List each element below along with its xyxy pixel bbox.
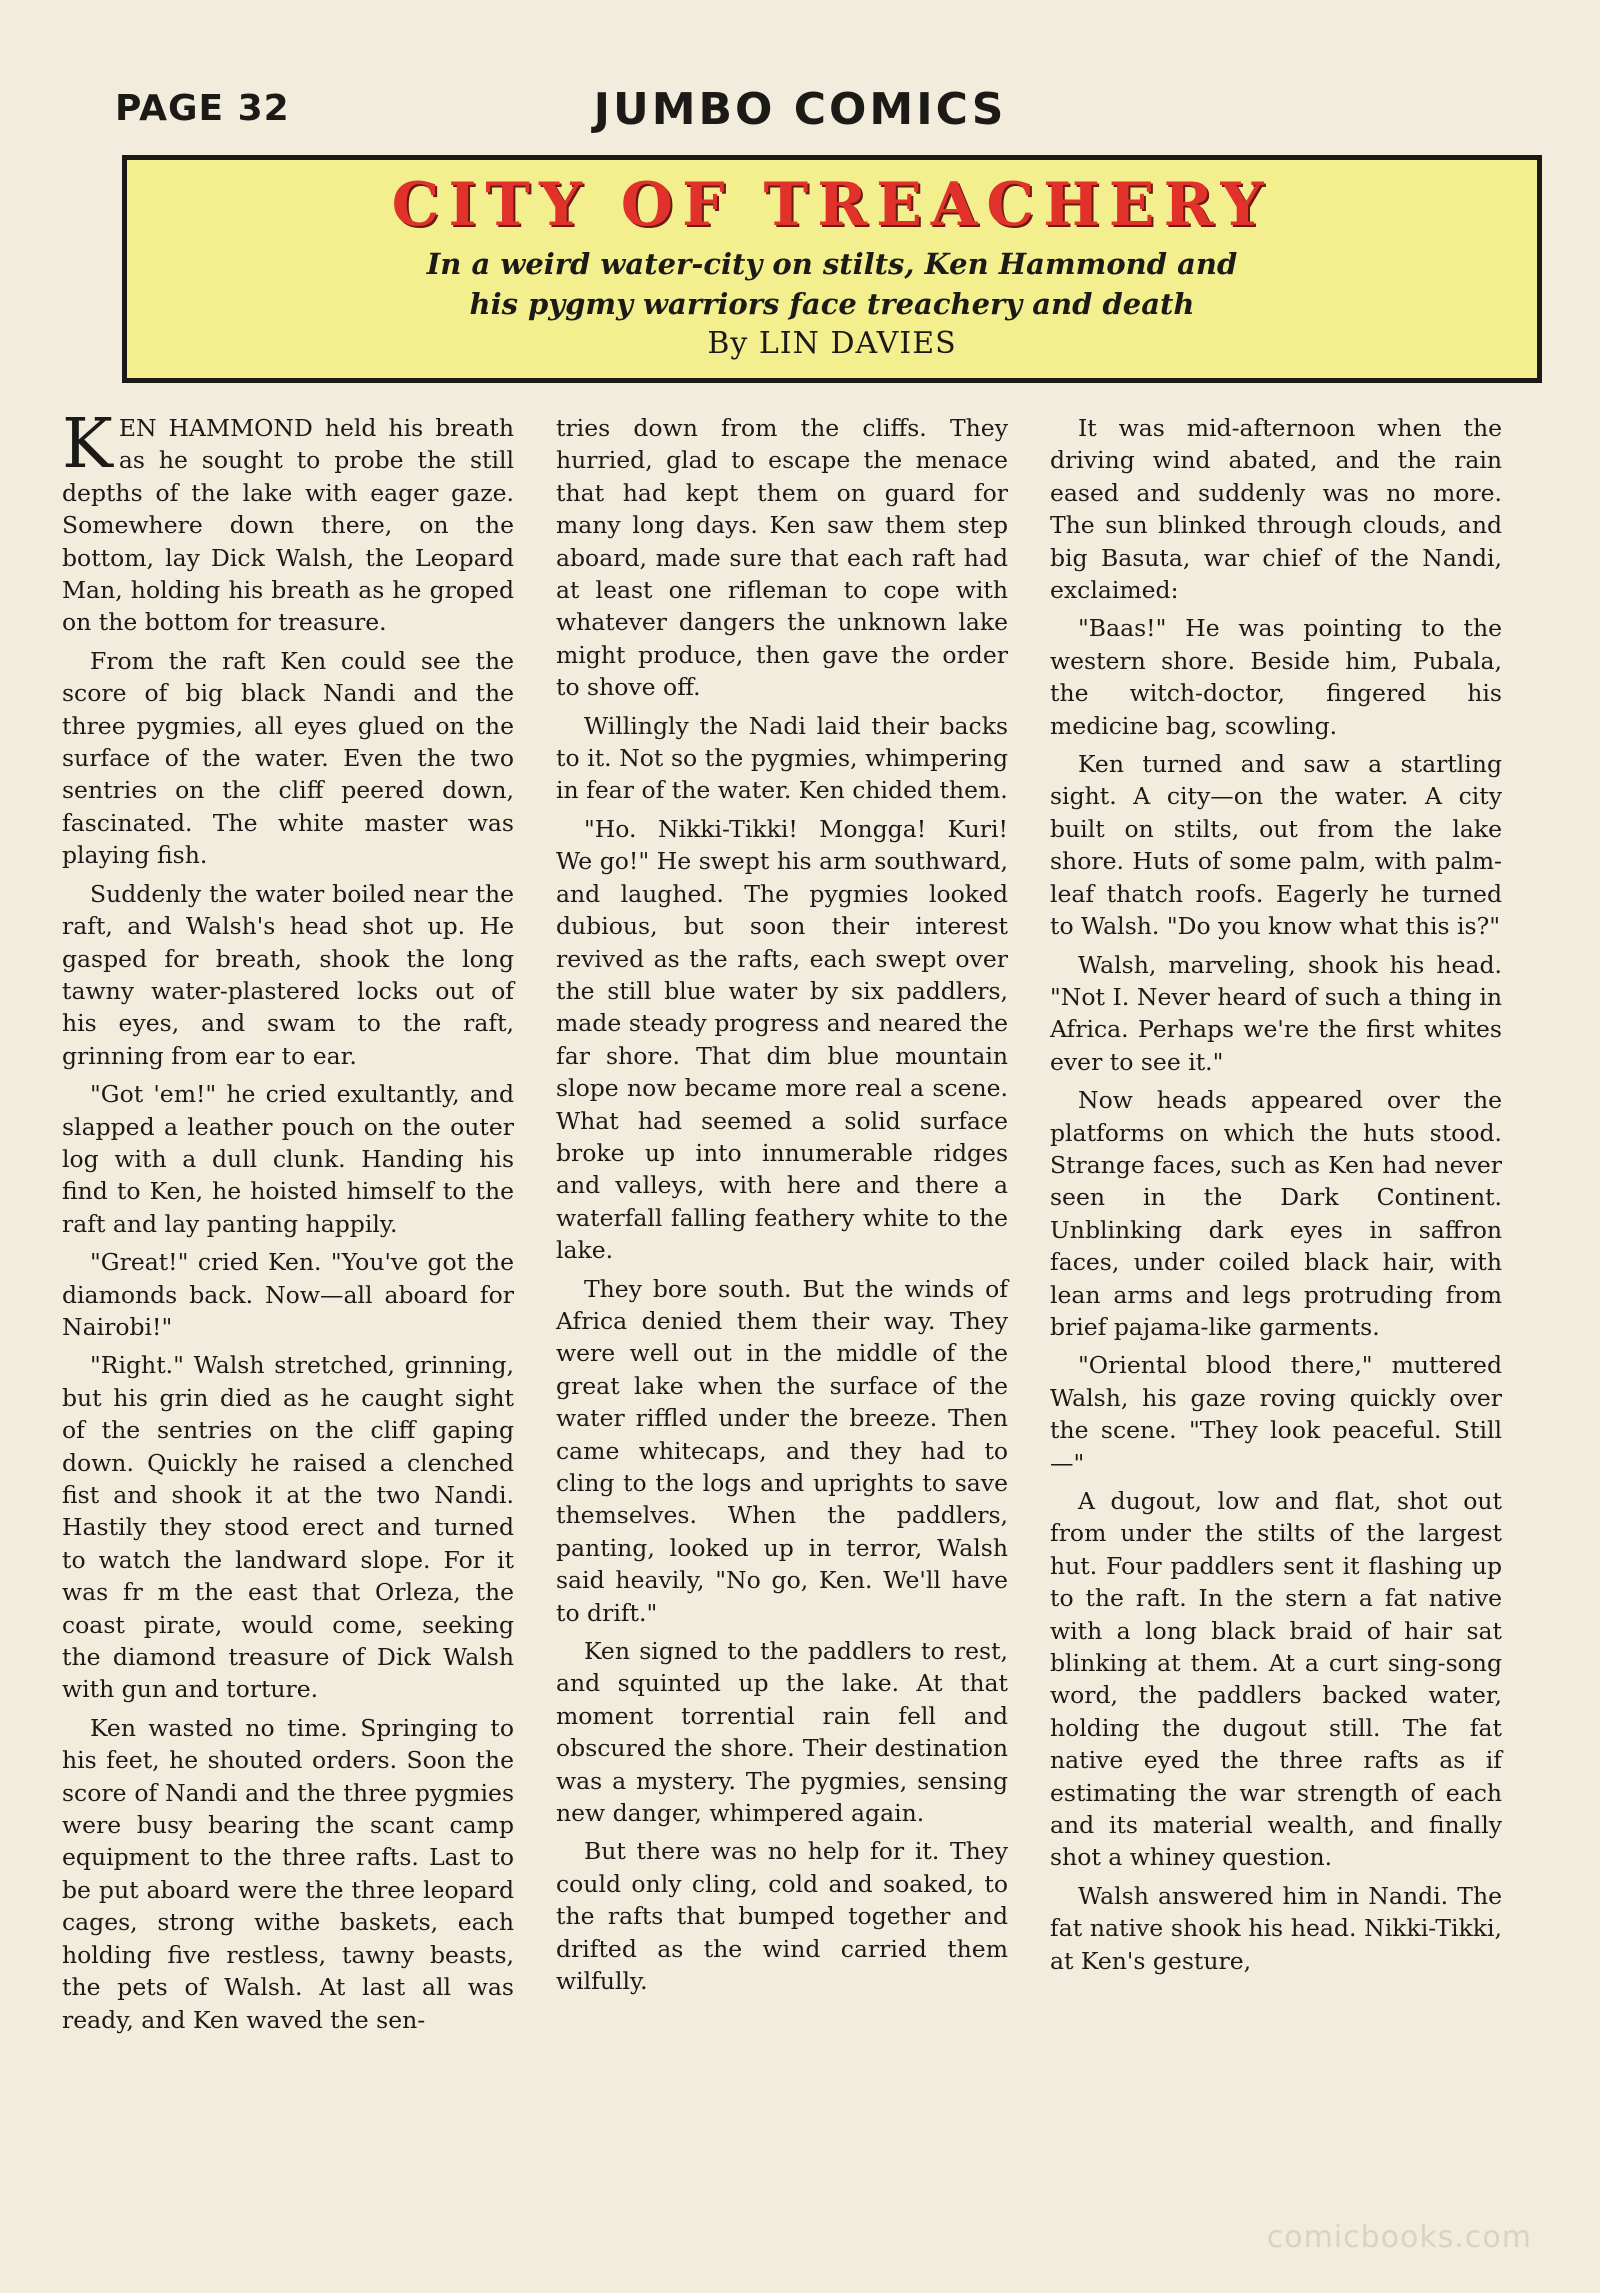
magazine-title: JUMBO COMICS [593, 84, 1007, 135]
deck-line-2: his pygmy warriors face treachery and death [469, 287, 1195, 321]
paragraph: Suddenly the water boiled near the raft, and Walsh's head shot up. He gasped for breath, shook the long tawny water-plastered locks out of his eyes, and swam to the raft, grinning from ear to ear. [62, 879, 514, 1070]
paragraph: It was mid-afternoon when the driving wind abated, and the rain eased and suddenly was no more. The sun blinked through clouds, and big Basuta, war chief of the Nandi, exclaimed: [1050, 414, 1502, 605]
paragraph: "Got 'em!" he cried exultantly, and slapped a leather pouch on the outer log with a dull clunk. Handing his find to Ken, he hoisted himself to the raft and lay panting happily. [62, 1080, 514, 1238]
column-1 [62, 405, 514, 2182]
paragraph: Ken signed to the paddlers to rest, and squinted up the lake. At that moment torrential rain fell and obscured the shore. Their destination was a mystery. The pygmies, sensing new danger, whimpered again. [556, 1637, 1008, 1828]
watermark: comicbooks.com [1266, 2220, 1532, 2255]
paragraph: Walsh, marveling, shook his head. "Not I. Never heard of such a thing in Africa. Perhaps we're the first whites ever to see it." [1050, 950, 1502, 1076]
paragraph: KEN HAMMOND held his breath as he sought to probe the still depths of the lake with eager gaze. Somewhere down there, on the bottom, lay Dick Walsh, the Leopard Man, holding his breath as he groped on the bottom for treasure. [62, 405, 514, 637]
paragraph: But there was no help for it. They could only cling, cold and soaked, to the rafts that bumped together and drifted as the wind carried them wilfully. [556, 1837, 1008, 1996]
paragraph: Walsh answered him in Nandi. The fat native shook his head. Nikki-Tikki, at Ken's gesture, [1050, 1881, 1502, 1975]
paragraph: Ken turned and saw a startling sight. A city—on the water. A city built on stilts, out from the lake shore. Huts of some palm, with palm-leaf thatch roofs. Eagerly he turned to Walsh. "Do you know what this is?" [1050, 750, 1502, 941]
paragraph: "Great!" cried Ken. "You've got the diamonds back. Now—all aboard for Nairobi!" [62, 1248, 514, 1341]
story-columns [62, 405, 1502, 2182]
column-2 [556, 412, 1008, 2182]
paragraph: "Right." Walsh stretched, grinning, but his grin died as he caught sight of the sentries on the cliff gaping down. Quickly he raised a clenched fist and shook it at the two Nandi. Hastily they stood erect and turned to watch the landward slope. For it was fr m the east that Orleza, the coast pirate, would come, seeking the diamond treasure of Dick Walsh with gun and torture. [62, 1351, 514, 1704]
paragraph: Ken wasted no time. Springing to his feet, he shouted orders. Soon the score of Nandi and the three pygmies were busy bearing the scant camp equipment to the three rafts. Last to be put aboard were the three leopard cages, strong withe baskets, each holding five restless, tawny beasts, the pets of Walsh. At last all was ready, and Ken waved the sen- [62, 1713, 514, 2034]
story-title-box [122, 155, 1542, 383]
column-3 [1050, 412, 1502, 2182]
paragraph: They bore south. But the winds of Africa denied them their way. They were well out in the middle of the great lake when the surface of the water riffled under the breeze. Then came whitecaps, and they had to cling to the logs and uprights to save themselves. When the paddlers, panting, looked up in terror, Walsh said heavily, "No go, Ken. We'll have to drift." [556, 1274, 1008, 1627]
byline: By LIN DAVIES [707, 326, 957, 361]
paragraph: "Ho. Nikki-Tikki! Mongga! Kuri! We go!" He swept his arm southward, and laughed. The pygmies looked dubious, but soon their interest revived as the rafts, each swept over the still blue water by six paddlers, made steady progress and neared the far shore. That dim blue mountain slope now became more real a scene. What had seemed a solid surface broke up into innumerable ridges and valleys, with here and there a waterfall falling feathery white to the lake. [556, 814, 1008, 1265]
paragraph: "Baas!" He was pointing to the western shore. Beside him, Pubala, the witch-doctor, fingered his medicine bag, scowling. [1050, 614, 1502, 740]
deck-line-1: In a weird water-city on stilts, Ken Hammond and [426, 247, 1238, 281]
paragraph: tries down from the cliffs. They hurried, glad to escape the menace that had kept them on guard for many long days. Ken saw them step aboard, made sure that each raft had at least one rifleman to cope with whatever dangers the unknown lake might produce, then gave the order to shove off. [556, 414, 1008, 702]
paragraph: Willingly the Nadi laid their backs to it. Not so the pygmies, whimpering in fear of the water. Ken chided them. [556, 711, 1008, 805]
page-number: PAGE 32 [115, 88, 290, 129]
paragraph: "Oriental blood there," muttered Walsh, his gaze roving quickly over the scene. "They look peaceful. Still—" [1050, 1351, 1502, 1477]
paragraph: A dugout, low and flat, shot out from under the stilts of the largest hut. Four paddlers sent it flashing up to the raft. In the stern a fat native with a long black braid of hair sat blinking at them. At a curt sing-song word, the paddlers backed water, holding the dugout still. The fat native eyed the three rafts as if estimating the war strength of each and its material wealth, and finally shot a whiney question. [1050, 1487, 1502, 1872]
paragraph: Now heads appeared over the platforms on which the huts stood. Strange faces, such as Ken had never seen in the Dark Continent. Unblinking dark eyes in saffron faces, under coiled black hair, with lean arms and legs protruding from brief pajama-like garments. [1050, 1086, 1502, 1341]
story-deck [332, 244, 1332, 324]
paragraph: From the raft Ken could see the score of big black Nandi and the three pygmies, all eyes glued on the surface of the water. Even the two sentries on the cliff peered down, fascinated. The white master was playing fish. [62, 646, 514, 870]
story-title: CITY OF TREACHERY [391, 170, 1273, 240]
